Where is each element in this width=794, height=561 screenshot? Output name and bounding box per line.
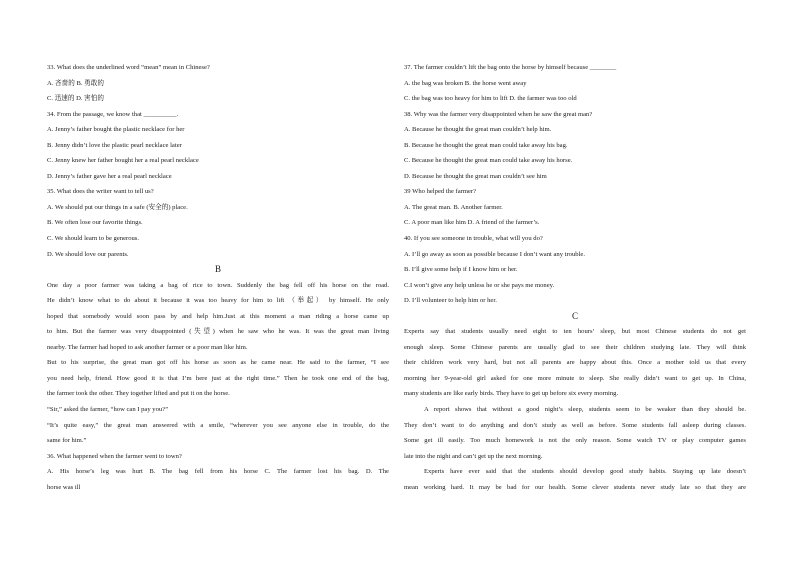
text-line: 39 Who helped the farmer? (404, 188, 477, 196)
text-line: A. The great man. B. Another farmer. (404, 203, 503, 211)
text-line: 40. If you see someone in trouble, what will you do? (404, 235, 543, 243)
text-line: B. I’ll give some help if I know him or her. (404, 266, 518, 274)
text-line: B. Jenny didn’t love the plastic pearl necklace later (47, 141, 182, 149)
section-heading: B (214, 264, 221, 275)
text-line: C. the bag was too heavy for him to lift D. the farmer was too old (404, 95, 577, 103)
text-line: But to his surprise, the great man got off his horse as soon as he came near. He said to the farmer, “I see (47, 359, 389, 367)
text-line: A. I’ll go away as soon as possible because I don’t want any trouble. (404, 250, 585, 258)
text-line: B. We often lose our favorite things. (47, 219, 143, 227)
section-heading: C (571, 310, 578, 321)
text-line: C. A poor man like him D. A friend of the farmer’s. (404, 219, 540, 227)
text-line: enough sleep. Some Chinese parents are usually glad to see their children studying late. They will think (404, 343, 746, 351)
text-line: “Sir,” asked the farmer, “how can I pay you?” (47, 406, 169, 414)
text-line: He didn’t know what to do about it because it was too heavy for him to lift （举起） by himself. He only (47, 297, 389, 305)
text-line: C. 迅速的 D. 害怕的 (47, 95, 104, 103)
text-line: the farmer took the other. They together lifted and put it on the horse. (47, 390, 230, 398)
text-line: you need help, friend. How good it is that I’m here just at the right time.” Then he took one end of the bag, (47, 374, 389, 382)
text-line: A. His horse’s leg was hurt B. The bag fell from his horse C. The farmer lost his bag. D. The (47, 468, 389, 476)
text-line: 35. What does the writer want to tell us? (47, 188, 154, 196)
text-line: A. Jenny’s father bought the plastic necklace for her (47, 126, 185, 134)
text-line: D. I’ll volunteer to help him or her. (404, 297, 497, 305)
text-line: A. 吝啬的 B. 勇敢的 (47, 79, 104, 87)
text-line: A. the bag was broken B. the horse went away (404, 79, 527, 87)
text-line: They don’t want to do anything and don’t study as well as before. Some students fall asleep during classes. (404, 421, 746, 429)
text-line: C. We should learn to be generous. (47, 235, 140, 243)
text-line: A. We should put our things in a safe (安全的) place. (47, 203, 188, 211)
text-line: Experts say that students usually need eight to ten hours’ sleep, but most Chinese students do not get (404, 328, 746, 336)
text-line: C.I won’t give any help unless he or she pays me money. (404, 281, 555, 289)
text-line: C. Because he thought the great man could take away his horse. (404, 157, 573, 165)
text-line: Some get ill easily. Too much homework is not the only reason. Some watch TV or play computer games (404, 437, 746, 445)
text-line: hoped that somebody would soon pass by and help him.Just at this moment a man riding a horse came up (47, 312, 389, 320)
text-line: C. Jenny knew her father bought her a real pearl necklace (47, 157, 199, 165)
text-line: their children work very hard, but not all parents are happy about this. Once a mother told us that every (404, 359, 746, 367)
text-line: 38. Why was the farmer very disappointed when he saw the great man? (404, 110, 593, 118)
text-line: D. Jenny’s father gave her a real pearl necklace (47, 172, 172, 180)
text-line: 36. What happened when the farmer went to town? (47, 452, 182, 460)
text-line: nearby. The farmer had hoped to ask another farmer or a poor man like him. (47, 343, 248, 351)
text-line: morning her 9-year-old girl asked for one more minute to sleep. She really didn’t want to get up. In China, (404, 374, 746, 382)
right-column (404, 60, 746, 495)
text-line: A. Because he thought the great man couldn’t help him. (404, 126, 552, 134)
left-column (47, 60, 389, 495)
text-line: horse was ill (47, 483, 81, 491)
text-line: to him. But the farmer was very disappointed (失望) when he saw who he was. It was the great man living (47, 328, 389, 336)
text-line: One day a poor farmer was taking a bag of rice to town. Suddenly the bag fell off his horse on the road. (47, 281, 389, 289)
text-line: 33. What does the underlined word “mean” mean in Chinese? (47, 64, 210, 71)
text-line: D. We should love our parents. (47, 250, 129, 258)
text-line: late into the night and can’t get up the next morning. (404, 452, 543, 460)
text-line: 37. The farmer couldn’t lift the bag onto the horse by himself because ________ (404, 64, 617, 71)
text-line: D. Because he thought the great man couldn’t see him (404, 172, 547, 180)
text-line: many students are like early birds. They have to get up before six every morning. (404, 390, 619, 398)
text-line: 34. From the passage, we know that __________. (47, 110, 179, 118)
text-line: “It’s quite easy,” the great man answered with a smile, “wherever you see anyone else in trouble, do the (47, 421, 389, 429)
text-line: mean working hard. It may be bad for our health. Some clever students never study late so that they are (404, 483, 746, 491)
text-line: Experts have ever said that the students should develop good study habits. Staying up late doesn’t (424, 468, 746, 476)
text-line: same for him.” (47, 437, 87, 445)
text-line: A report shows that without a good night’s sleep, students seem to be weaker than they should be. (424, 406, 746, 414)
text-line: B. Because he thought the great man could take away his bag. (404, 141, 568, 149)
